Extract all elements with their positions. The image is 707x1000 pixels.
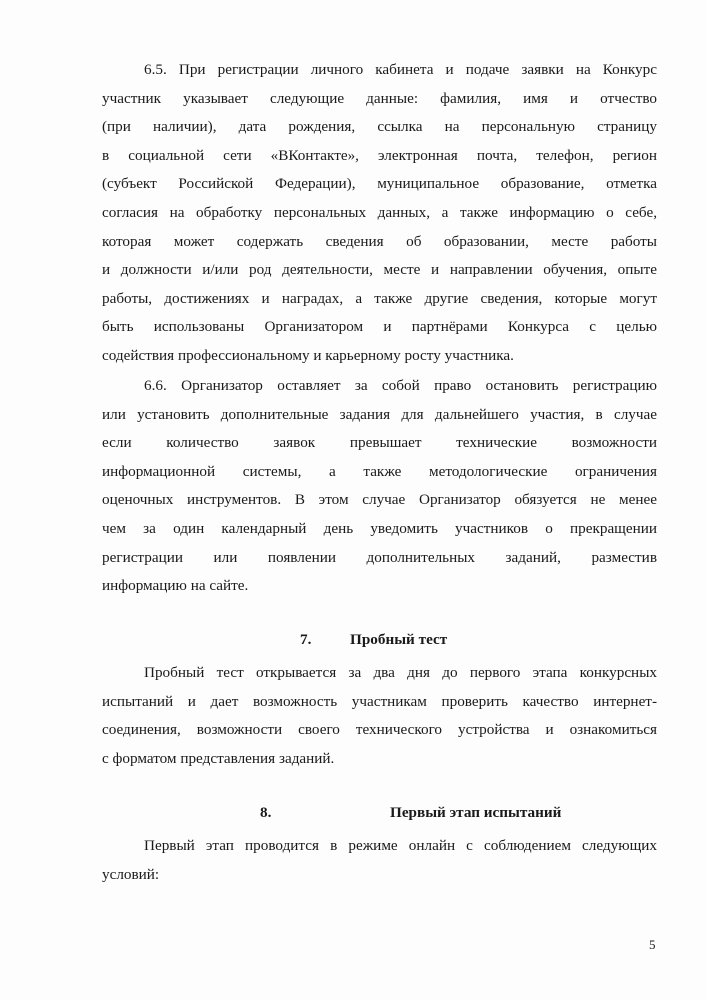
paragraph-line: (при наличии), дата рождения, ссылка на персональную страницу [102,118,657,136]
paragraph-line: информацию на сайте. [102,577,249,595]
section-8-paragraph [102,832,657,889]
section-number: 7. [300,631,312,648]
paragraph-line: чем за один календарный день уведомить участников о прекращении [102,519,657,537]
paragraph-line: которая может содержать сведения об образовании, месте работы [102,232,657,250]
paragraph-line: и должности и/или род деятельности, месте и направлении обучения, опыте [102,261,657,279]
section-8-heading [260,804,561,822]
paragraph-line: Первый этап проводится в режиме онлайн с соблюдением следующих [144,837,657,854]
paragraph-line: в социальной сети «ВКонтакте», электронная почта, телефон, регион [102,146,657,164]
paragraph-line: 6.5. При регистрации личного кабинета и подаче заявки на Конкурс [144,61,657,78]
paragraph-6-6 [102,372,657,601]
paragraph-line: 6.6. Организатор оставляет за собой право остановить регистрацию [144,377,657,394]
section-title: Первый этап испытаний [390,804,562,821]
paragraph-line: оценочных инструментов. В этом случае Организатор обязуется не менее [102,491,657,509]
section-7-heading [300,631,447,649]
paragraph-line: быть использованы Организатором и партнёрами Конкурса с целью [102,318,657,336]
paragraph-line: регистрации или появлении дополнительных заданий, разместив [102,548,657,566]
paragraph-line: условий: [102,865,160,883]
paragraph-line: если количество заявок превышает технические возможности [102,434,657,452]
section-number: 8. [260,804,272,821]
paragraph-line: (субъект Российской Федерации), муниципальное образование, отметка [102,175,657,193]
paragraph-line: информационной системы, а также методологические ограничения [102,462,657,480]
section-7-paragraph [102,659,657,773]
paragraph-line: или установить дополнительные задания для дальнейшего участия, в случае [102,405,657,423]
paragraph-line: согласия на обработку персональных данных, а также информацию о себе, [102,203,657,221]
paragraph-line: соединения, возможности своего технического устройства и ознакомиться [102,721,657,739]
paragraph-line: участник указывает следующие данные: фамилия, имя и отчество [102,89,657,107]
paragraph-line: содействия профессиональному и карьерному росту участника. [102,346,514,364]
paragraph-line: с форматом представления заданий. [102,749,335,767]
page-number: 5 [649,937,656,952]
paragraph-line: работы, достижениях и наградах, а также другие сведения, которые могут [102,289,657,307]
paragraph-line: испытаний и дает возможность участникам проверить качество интернет- [102,692,657,710]
paragraph-6-5 [102,56,657,371]
paragraph-line: Пробный тест открывается за два дня до первого этапа конкурсных [144,664,657,681]
section-title: Пробный тест [350,631,448,648]
